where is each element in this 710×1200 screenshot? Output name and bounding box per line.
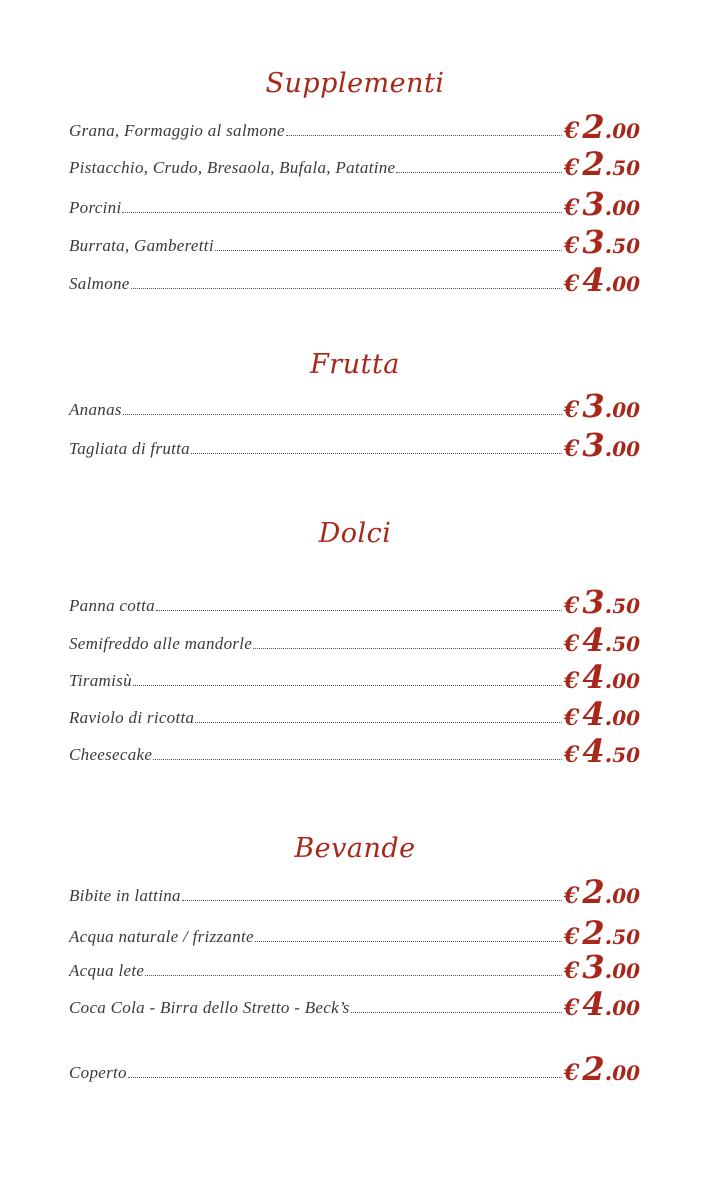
menu-item: [69, 145, 644, 183]
price-separator: .: [604, 705, 613, 731]
currency-symbol: €: [564, 742, 580, 768]
dot-leader: [286, 135, 562, 136]
item-name: Grana, Formaggio al salmone: [69, 121, 285, 140]
price-decimal: 00: [612, 959, 641, 983]
item-price: [564, 732, 644, 770]
price-decimal: 50: [612, 594, 641, 618]
item-name: Coperto: [69, 1063, 127, 1082]
dot-leader: [156, 610, 562, 611]
section-title-frutta: Frutta: [310, 349, 400, 380]
price-integer: 4: [582, 985, 605, 1023]
item-price: [564, 223, 644, 261]
menu-item: [69, 387, 644, 425]
item-price: [564, 985, 644, 1023]
price-decimal: 00: [612, 119, 641, 143]
dot-leader: [182, 900, 562, 901]
price-decimal: 00: [612, 669, 641, 693]
menu-item: [69, 948, 644, 986]
dot-leader: [122, 212, 562, 213]
item-name: Tiramisù: [69, 671, 132, 690]
price-separator: .: [604, 668, 613, 694]
menu-item: [69, 261, 644, 299]
currency-symbol: €: [564, 1060, 580, 1086]
price-integer: 3: [582, 223, 605, 261]
price-integer: 3: [582, 583, 605, 621]
currency-symbol: €: [564, 436, 580, 462]
price-integer: 4: [582, 621, 605, 659]
menu-item: [69, 583, 644, 621]
item-name: Bibite in lattina: [69, 886, 181, 905]
price-integer: 2: [582, 145, 605, 183]
price-integer: 4: [582, 261, 605, 299]
price-integer: 2: [582, 873, 605, 911]
item-price: [564, 873, 644, 911]
price-separator: .: [604, 995, 613, 1021]
menu-item: [69, 658, 644, 696]
price-integer: 4: [582, 695, 605, 733]
currency-symbol: €: [564, 924, 580, 950]
price-separator: .: [604, 958, 613, 984]
price-separator: .: [604, 593, 613, 619]
item-name: Ananas: [69, 400, 122, 419]
menu-item: [69, 732, 644, 770]
currency-symbol: €: [564, 631, 580, 657]
item-name: Panna cotta: [69, 596, 155, 615]
currency-symbol: €: [564, 233, 580, 259]
price-decimal: 00: [612, 437, 641, 461]
menu-item: [69, 985, 644, 1023]
price-separator: .: [604, 436, 613, 462]
currency-symbol: €: [564, 155, 580, 181]
price-decimal: 00: [612, 272, 641, 296]
item-price: [564, 658, 644, 696]
dot-leader: [145, 975, 562, 976]
dot-leader: [131, 288, 562, 289]
price-decimal: 50: [612, 234, 641, 258]
item-name: Raviolo di ricotta: [69, 708, 195, 727]
menu-item: [69, 621, 644, 659]
currency-symbol: €: [564, 705, 580, 731]
price-decimal: 00: [612, 884, 641, 908]
dot-leader: [396, 172, 562, 173]
price-separator: .: [604, 631, 613, 657]
currency-symbol: €: [564, 397, 580, 423]
item-price: [564, 1050, 644, 1088]
item-price: [564, 387, 644, 425]
item-price: [564, 108, 644, 146]
price-decimal: 00: [612, 996, 641, 1020]
item-price: [564, 261, 644, 299]
item-name: Porcini: [69, 198, 122, 217]
price-integer: 4: [582, 658, 605, 696]
dot-leader: [253, 648, 562, 649]
currency-symbol: €: [564, 883, 580, 909]
price-separator: .: [604, 1060, 613, 1086]
section-title-dolci: Dolci: [318, 518, 392, 549]
currency-symbol: €: [564, 271, 580, 297]
price-decimal: 00: [612, 706, 641, 730]
price-integer: 4: [582, 732, 605, 770]
price-separator: .: [604, 742, 613, 768]
price-separator: .: [604, 271, 613, 297]
item-price: [564, 914, 644, 952]
price-integer: 2: [582, 108, 605, 146]
dot-leader: [128, 1077, 562, 1078]
menu-item: [69, 426, 644, 464]
item-price: [564, 426, 644, 464]
currency-symbol: €: [564, 593, 580, 619]
item-price: [564, 145, 644, 183]
section-title-bevande: Bevande: [294, 833, 416, 864]
currency-symbol: €: [564, 118, 580, 144]
price-decimal: 50: [612, 743, 641, 767]
item-price: [564, 185, 644, 223]
price-decimal: 00: [612, 398, 641, 422]
dot-leader: [191, 453, 562, 454]
item-name: Burrata, Gamberetti: [69, 236, 214, 255]
menu-item: [69, 695, 644, 733]
dot-leader: [153, 759, 562, 760]
item-name: Salmone: [69, 274, 130, 293]
price-decimal: 00: [612, 1061, 641, 1085]
dot-leader: [133, 685, 562, 686]
price-separator: .: [604, 118, 613, 144]
dot-leader: [351, 1012, 562, 1013]
price-separator: .: [604, 883, 613, 909]
currency-symbol: €: [564, 195, 580, 221]
dot-leader: [255, 941, 562, 942]
menu-item: [69, 873, 644, 911]
price-separator: .: [604, 155, 613, 181]
menu-item: [69, 185, 644, 223]
price-separator: .: [604, 195, 613, 221]
item-name: Coca Cola - Birra dello Stretto - Beck’s: [69, 998, 350, 1017]
currency-symbol: €: [564, 995, 580, 1021]
price-integer: 2: [582, 1050, 605, 1088]
price-integer: 2: [582, 914, 605, 952]
coperto-item: [69, 1050, 644, 1088]
price-separator: .: [604, 233, 613, 259]
price-decimal: 00: [612, 196, 641, 220]
item-name: Pistacchio, Crudo, Bresaola, Bufala, Patatine: [69, 158, 396, 177]
price-integer: 3: [582, 387, 605, 425]
item-price: [564, 583, 644, 621]
item-name: Tagliata di frutta: [69, 439, 190, 458]
price-separator: .: [604, 397, 613, 423]
currency-symbol: €: [564, 668, 580, 694]
price-decimal: 50: [612, 156, 641, 180]
dot-leader: [123, 414, 562, 415]
dot-leader: [215, 250, 562, 251]
menu-item: [69, 914, 644, 952]
price-decimal: 50: [612, 925, 641, 949]
item-name: Acqua lete: [69, 961, 145, 980]
section-title-supplementi: Supplementi: [265, 68, 445, 99]
item-price: [564, 948, 644, 986]
item-name: Semifreddo alle mandorle: [69, 634, 253, 653]
item-name: Cheesecake: [69, 745, 153, 764]
price-integer: 3: [582, 185, 605, 223]
price-integer: 3: [582, 948, 605, 986]
menu-item: [69, 108, 644, 146]
price-integer: 3: [582, 426, 605, 464]
item-price: [564, 621, 644, 659]
item-price: [564, 695, 644, 733]
item-name: Acqua naturale / frizzante: [69, 927, 254, 946]
dot-leader: [195, 722, 562, 723]
price-separator: .: [604, 924, 613, 950]
price-decimal: 50: [612, 632, 641, 656]
menu-item: [69, 223, 644, 261]
currency-symbol: €: [564, 958, 580, 984]
